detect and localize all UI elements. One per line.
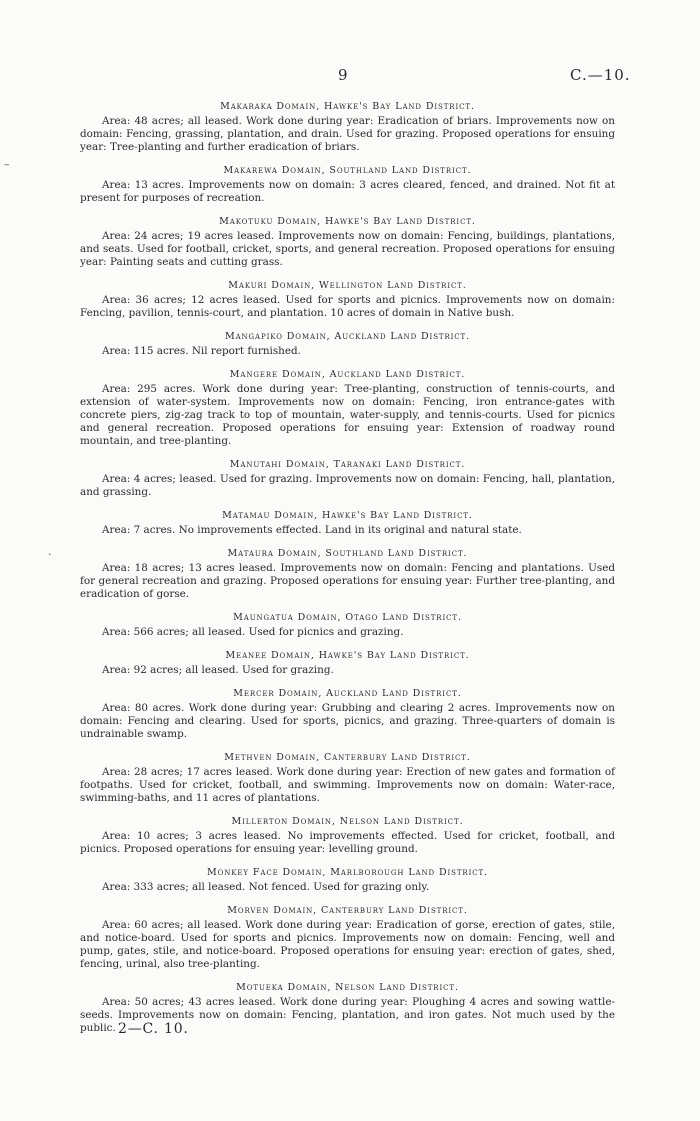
entry-heading: Maungatua Domain, Otago Land District. (233, 612, 462, 623)
entry-text: Area: 333 acres; all leased. Not fenced. Used for grazing only. (102, 881, 430, 893)
entry-text: Area: 10 acres; 3 acres leased. No improvements effected. Used for cricket, football, and picnics. Proposed operations for ensuing year: levelling ground. (80, 830, 615, 855)
entry-text: Area: 4 acres; leased. Used for grazing. Improvements now on domain: Fencing, hall, plantation, and grassing. (80, 473, 615, 498)
entry-text: Area: 24 acres; 19 acres leased. Improvements now on domain: Fencing, buildings, plantations, and seats. Used for football, cricket, sports, and general recreation. Proposed operations for ensuing year: Painting seats and cutting grass. (80, 230, 615, 268)
entry-text: Area: 60 acres; all leased. Work done during year: Eradication of gorse, erection of gates, stile, and notice-board. Used for sports and picnics. Improvements now on domain: Fencing, well and pump, gates, stile, and notice-board. Proposed operations for ensuing year: erection of gates, shed, fencing, urinal, also tree-planting. (80, 919, 615, 970)
entry-heading: Makaraka Domain, Hawke's Bay Land District. (220, 101, 475, 112)
entry-heading: Makuri Domain, Wellington Land District. (228, 280, 467, 291)
domain-entry (80, 649, 615, 677)
domain-entry (80, 611, 615, 639)
entry-heading: Mangapiko Domain, Auckland Land District. (224, 331, 471, 342)
entry-heading: Morven Domain, Canterbury Land District. (227, 905, 468, 916)
entry-heading: Manutahi Domain, Taranaki Land District. (229, 459, 466, 470)
domain-entry (80, 687, 615, 741)
entry-text: Area: 48 acres; all leased. Work done during year: Eradication of briars. Improvements now on domain: Fencing, grassing, plantation, and drain. Used for grazing. Proposed operations for ensuing year: Tree-planting and further eradication of briars. (80, 115, 615, 153)
entry-text: Area: 36 acres; 12 acres leased. Used for sports and picnics. Improvements now on domain: Fencing, pavilion, tennis-court, and plantation. 10 acres of domain in Native bush. (80, 294, 615, 319)
margin-mark: – (4, 158, 10, 171)
domain-entry (80, 509, 615, 537)
entry-text: Area: 50 acres; 43 acres leased. Work done during year: Ploughing 4 acres and sowing wattle-seeds. Improvements now on domain: Fencing, plantation, and iron gates. Not much used by the public. (80, 996, 615, 1034)
entry-text: Area: 566 acres; all leased. Used for picnics and grazing. (102, 626, 404, 638)
domain-entry (80, 458, 615, 499)
entry-heading: Monkey Face Domain, Marlborough Land District. (207, 867, 488, 878)
domain-entry (80, 751, 615, 805)
entry-heading: Matamau Domain, Hawke's Bay Land District. (222, 510, 473, 521)
page-signature: 2—C. 10. (118, 1021, 189, 1037)
margin-mark: · (48, 548, 52, 561)
entry-text: Area: 28 acres; 17 acres leased. Work done during year: Erection of new gates and formation of footpaths. Used for cricket, football, and swimming. Improvements now on domain: Water-race, swimming-baths, and 11 acres of plantations. (80, 766, 615, 804)
entry-text: Area: 7 acres. No improvements effected. Land in its original and natural state. (102, 524, 522, 536)
domain-entry (80, 368, 615, 448)
entry-text: Area: 295 acres. Work done during year: Tree-planting, construction of tennis-courts, and extension of water-system. Improvements now on domain: Fencing, iron entrance-gates with concrete piers, zig-zag track to top of mountain, water-supply, and tennis-courts. Used for picnics and general recreation. Proposed operations for ensuing year: Extension of roadway round mountain, and tree-planting. (80, 383, 615, 447)
entry-heading: Meanee Domain, Hawke's Bay Land District. (225, 650, 470, 661)
domain-entry (80, 904, 615, 971)
entry-heading: Methven Domain, Canterbury Land District. (224, 752, 471, 763)
domain-entry (80, 815, 615, 856)
domain-entry (80, 330, 615, 358)
entry-heading: Millerton Domain, Nelson Land District. (231, 816, 464, 827)
page-number: 9 (338, 66, 349, 84)
domain-entry (80, 279, 615, 320)
entry-text: Area: 115 acres. Nil report furnished. (102, 345, 301, 357)
entry-heading: Makotuku Domain, Hawke's Bay Land District. (219, 216, 476, 227)
entry-heading: Mercer Domain, Auckland Land District. (233, 688, 462, 699)
domain-entry (80, 547, 615, 601)
entry-heading: Mataura Domain, Southland Land District. (227, 548, 468, 559)
entry-text: Area: 80 acres. Work done during year: Grubbing and clearing 2 acres. Improvements now on domain: Fencing and clearing. Used for sports, picnics, and grazing. Three-quarters of domain is undrainable swamp. (80, 702, 615, 740)
domain-entry (80, 866, 615, 894)
report-reference: C.—10. (570, 66, 631, 84)
entry-heading: Mangere Domain, Auckland Land District. (229, 369, 466, 380)
entry-heading: Makarewa Domain, Southland Land District. (223, 165, 472, 176)
domain-entry (80, 164, 615, 205)
entry-text: Area: 13 acres. Improvements now on domain: 3 acres cleared, fenced, and drained. Not fit at present for purposes of recreation. (80, 179, 615, 204)
document-body (80, 100, 615, 1045)
entry-text: Area: 92 acres; all leased. Used for grazing. (102, 664, 334, 676)
domain-entry (80, 100, 615, 154)
entry-heading: Motueka Domain, Nelson Land District. (236, 982, 459, 993)
entry-text: Area: 18 acres; 13 acres leased. Improvements now on domain: Fencing and plantations. Used for general recreation and grazing. Proposed operations for ensuing year: Further tree-planting, and eradication of gorse. (80, 562, 615, 600)
domain-entry (80, 215, 615, 269)
